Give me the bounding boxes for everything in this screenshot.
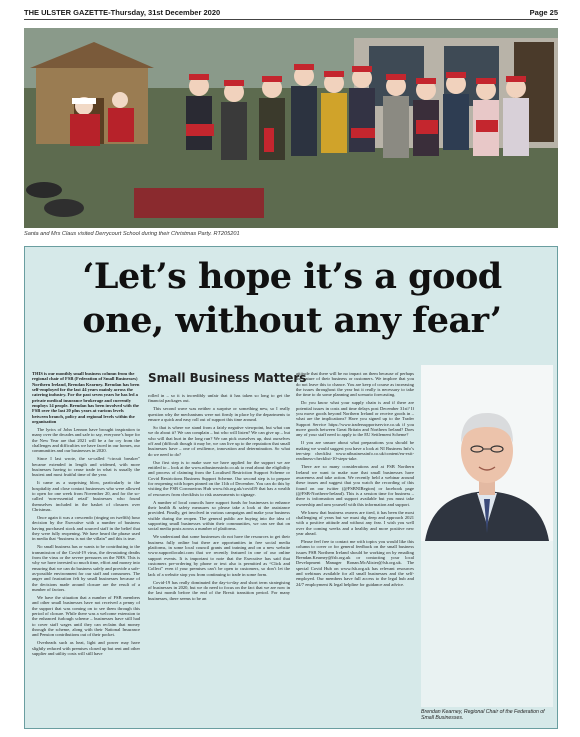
- article-panel: [24, 246, 558, 729]
- author-portrait-drawing: [421, 365, 553, 707]
- section-title: Small Business Matters: [148, 371, 307, 385]
- column-1-paragraph: Overheads such as heat, light and power may have slightly reduced with premises closed up but rent and other supplier and utility costs will still have: [32, 640, 140, 656]
- column-3-paragraph: We know that business owners are tired, it has been the most challenging of years but we must dig deep and approach 2021 with a positive attitude and without any fear. I wish you well over the coming weeks and a healthy and more positive new year ahead.: [296, 509, 414, 536]
- column-1-paragraph: Since I last wrote, the so-called “circuit breaker” became extended in length and widened, with more businesses having to cease trade in what is usually the busiest and most fruitful time of the year.: [32, 456, 140, 478]
- column-1-paragraph: The lyrics of John Lennon have brought inspiration to many over the decades and safe to say, everyone’s hope for the New Year are that 2021 will be a far cry from the challenges and difficulties we have faced in our homes, our communities and our businesses in 2020.: [32, 427, 140, 454]
- column-1-paragraph: We have the situation that a number of FSB members and other small businesses have not received a penny of the support that was coming on to see them through this period of closure. While there was a welcome extension to the enhanced furlough scheme – businesses have still had to cover staff wages until they can reclaim that money through the scheme, along with their National Insurance and Pension contributions out of their pocket.: [32, 594, 140, 638]
- column-3-paragraph: Please feel free to contact me with topics you would like this column to cover or for general feedback on the small business issues FSB Northern Ireland should be working on by emailing Brendan.Kearney@fsb.org.uk or contacting your local Development Manager Ronan.McAlister@fsb.org.uk. The special Covid Hub on www.fsb.org.uk has relevant resources and webinars available for all small businesses and the self-employed. Our members have full access to the legal hub and 24/7 employment & legal helpline for guidance and advice.: [296, 538, 414, 587]
- photo-caption: Santa and Mrs Claus visited Derrycourt School during their Christmas Party. RT205201: [24, 231, 240, 237]
- column-3-paragraph: attitude that there will be no impact on them because of perhaps the nature of their business or customers. We implore that you do not leave this to chance. You are keep of course as increasing the issues throughout the year but it really is necessary to take the time to do some planning and scenario forecasting.: [296, 371, 414, 398]
- column-1-paragraph: No small business has or wants to be contributing to the transmission of the Covid-19 virus, the devastating deaths from the virus or the severe pressures on the NHS. This is why we have invested so much time, effort and money into ensuring that we can do business safely and provide a safe-as-possible environment for our staff and consumers. The anger and frustration felt by small businesses because of the decisions made around closure are the result of a number of factors.: [32, 544, 140, 593]
- christmas-party-photo: [24, 28, 558, 228]
- column-3-paragraph: Do you know what your supply chain is and if there are potential issues in costs and time delays post December 31st? If you move goods beyond Northern Ireland or receive goods in – what are the implications? Have you signed up to the Trader Support Service https://www.tradersupportservice.co.uk if you move goods between Great Britain and Northern Ireland? Does any of your staff need to apply to the EU Settlement Scheme?: [296, 400, 414, 438]
- article-headline: [25, 255, 559, 343]
- masthead-publication: THE ULSTER GAZETTE-Thursday, 31st December 2020: [24, 7, 221, 17]
- headline-line-2: one, without any fear’: [82, 300, 502, 341]
- column-2-paragraph: So that is where we stand from a fairly negative viewpoint, but what can we do about it? We can complain – but who will listen? We can give up – but who will that hurt in the long run? We can pick ourselves up, dust ourselves off and (difficult though it may be, we can live up to the reputation that small businesses have – one of resilience, innovation and determination. So what do we need to do?: [148, 424, 290, 457]
- column-2-paragraph: This second wave was neither a surprise or something new, so I really question why the mechanisms were not firmly in place by the departments to ensure a quick and easy roll out of support this time around.: [148, 406, 290, 422]
- christmas-party-photo-drawing: [24, 28, 558, 228]
- article-column-3: [296, 371, 414, 723]
- masthead-rule: [24, 19, 558, 20]
- article-column-1: [32, 371, 140, 721]
- column-2-paragraph: A number of local councils have support funds for businesses to enhance their health & safety measures so please take a look at the assistance provided. Finally, get involved in various campaigns and make your business visible during the reopen. The general public are buying into the idea of supporting small businesses within their communities, we can see that on social media posts across a number of platforms.: [148, 499, 290, 532]
- article-column-2: [148, 393, 290, 723]
- column-3-paragraph: There are so many considerations and at FSB Northern Ireland we want to make sure that small businesses have awareness and take action. We recently held a webinar around these issues and suggest that you watch the recording of this found on our twitter (@FSBNIRegion) or facebook page (@FSB-Northern-Ireland). This is a session time for business – there is information and support available but you must take ownership and arm yourself with this information and support.: [296, 464, 414, 507]
- column-1-paragraph: Once again it was a crescendo (ringing on twelfth) hour decision by the Executive with a number of business having purchased stock and sourced staff in the belief that they were fully reopening. We have heard the phrase used in media that “business is not the villain” and this is true.: [32, 514, 140, 542]
- article-intro: THIS is our monthly small business column from the regional chair of FSB (Federation of Small Businesses) Northern Ireland, Brendan Kearney. Brendan has been self-employed for the last 44 years mainly across the catering industry. For the past seven years he has led a private medical insurance brokerage and currently employs 14 people. Brendan has been involved with the FSB over the last 20 plus years at various levels between branch, policy and regional levels within the organisation: [32, 371, 140, 425]
- column-2-paragraph: rolled in – so it is incredibly unfair that it has taken so long to get the financial packages out.: [148, 393, 290, 404]
- masthead: [24, 5, 558, 19]
- author-portrait: [421, 365, 553, 707]
- column-2-paragraph: Our first step is to make sure we have applied for the support we are entitled to – look at the www.nibusinessinfo.co.uk to read about the eligibility and process of claiming from the Localised Restriction Support Scheme or Covid Restrictions Business Support Scheme. Our second step is to prepare for reopening with hopes pinned on the 11th of December. You can do this by visiting the FSB Coronavirus Hub www.fsb.org.uk/covid19 that has a wealth of resources from checklists to risk assessments to signage.: [148, 459, 290, 497]
- column-1-paragraph: It came as a surprising blow, particularly to the hospitality and close contact businesses who were allowed to open for one week from November 20, and for the so-called ‘non-essential retail’ businesses who found themselves included in the basket of closures over Christmas.: [32, 480, 140, 513]
- masthead-page-number: Page 25: [529, 7, 558, 17]
- portrait-caption: Brendan Kearney, Regional Chair of the Federation of Small Businesses.: [421, 709, 545, 722]
- headline-line-1: ‘Let’s hope it’s a good: [82, 256, 502, 297]
- column-2-paragraph: We understand that some businesses do not have the resources to get their business fully online but there are opportunities in free social media platforms, in some local council grants and training and on a new website www.supportlocalni.com that we recently featured in one of our online support events. It is important to note that the Executive has said that customers pre-ordering by phone or text also is permitted as “Click and Collect” even if your premises can’t be open to customers, so don’t let the lack of a website stop you from continuing to trade in some form.: [148, 534, 290, 577]
- column-2-paragraph: Covid-19 has really dominated the day-to-day and short term strategising of businesses in 2020, but we do need to focus on the fact that we are now in the last month before the end of the Brexit transition period. For many businesses, there seems to be an: [148, 579, 290, 601]
- column-3-paragraph: If you are unsure about what preparations you should be making we would suggest you have a look at NI Business Info’s ten-step checklist www.nibusinessinfo.co.uk/content/eu-exit-readiness-checklist-10-steps-take.: [296, 440, 414, 462]
